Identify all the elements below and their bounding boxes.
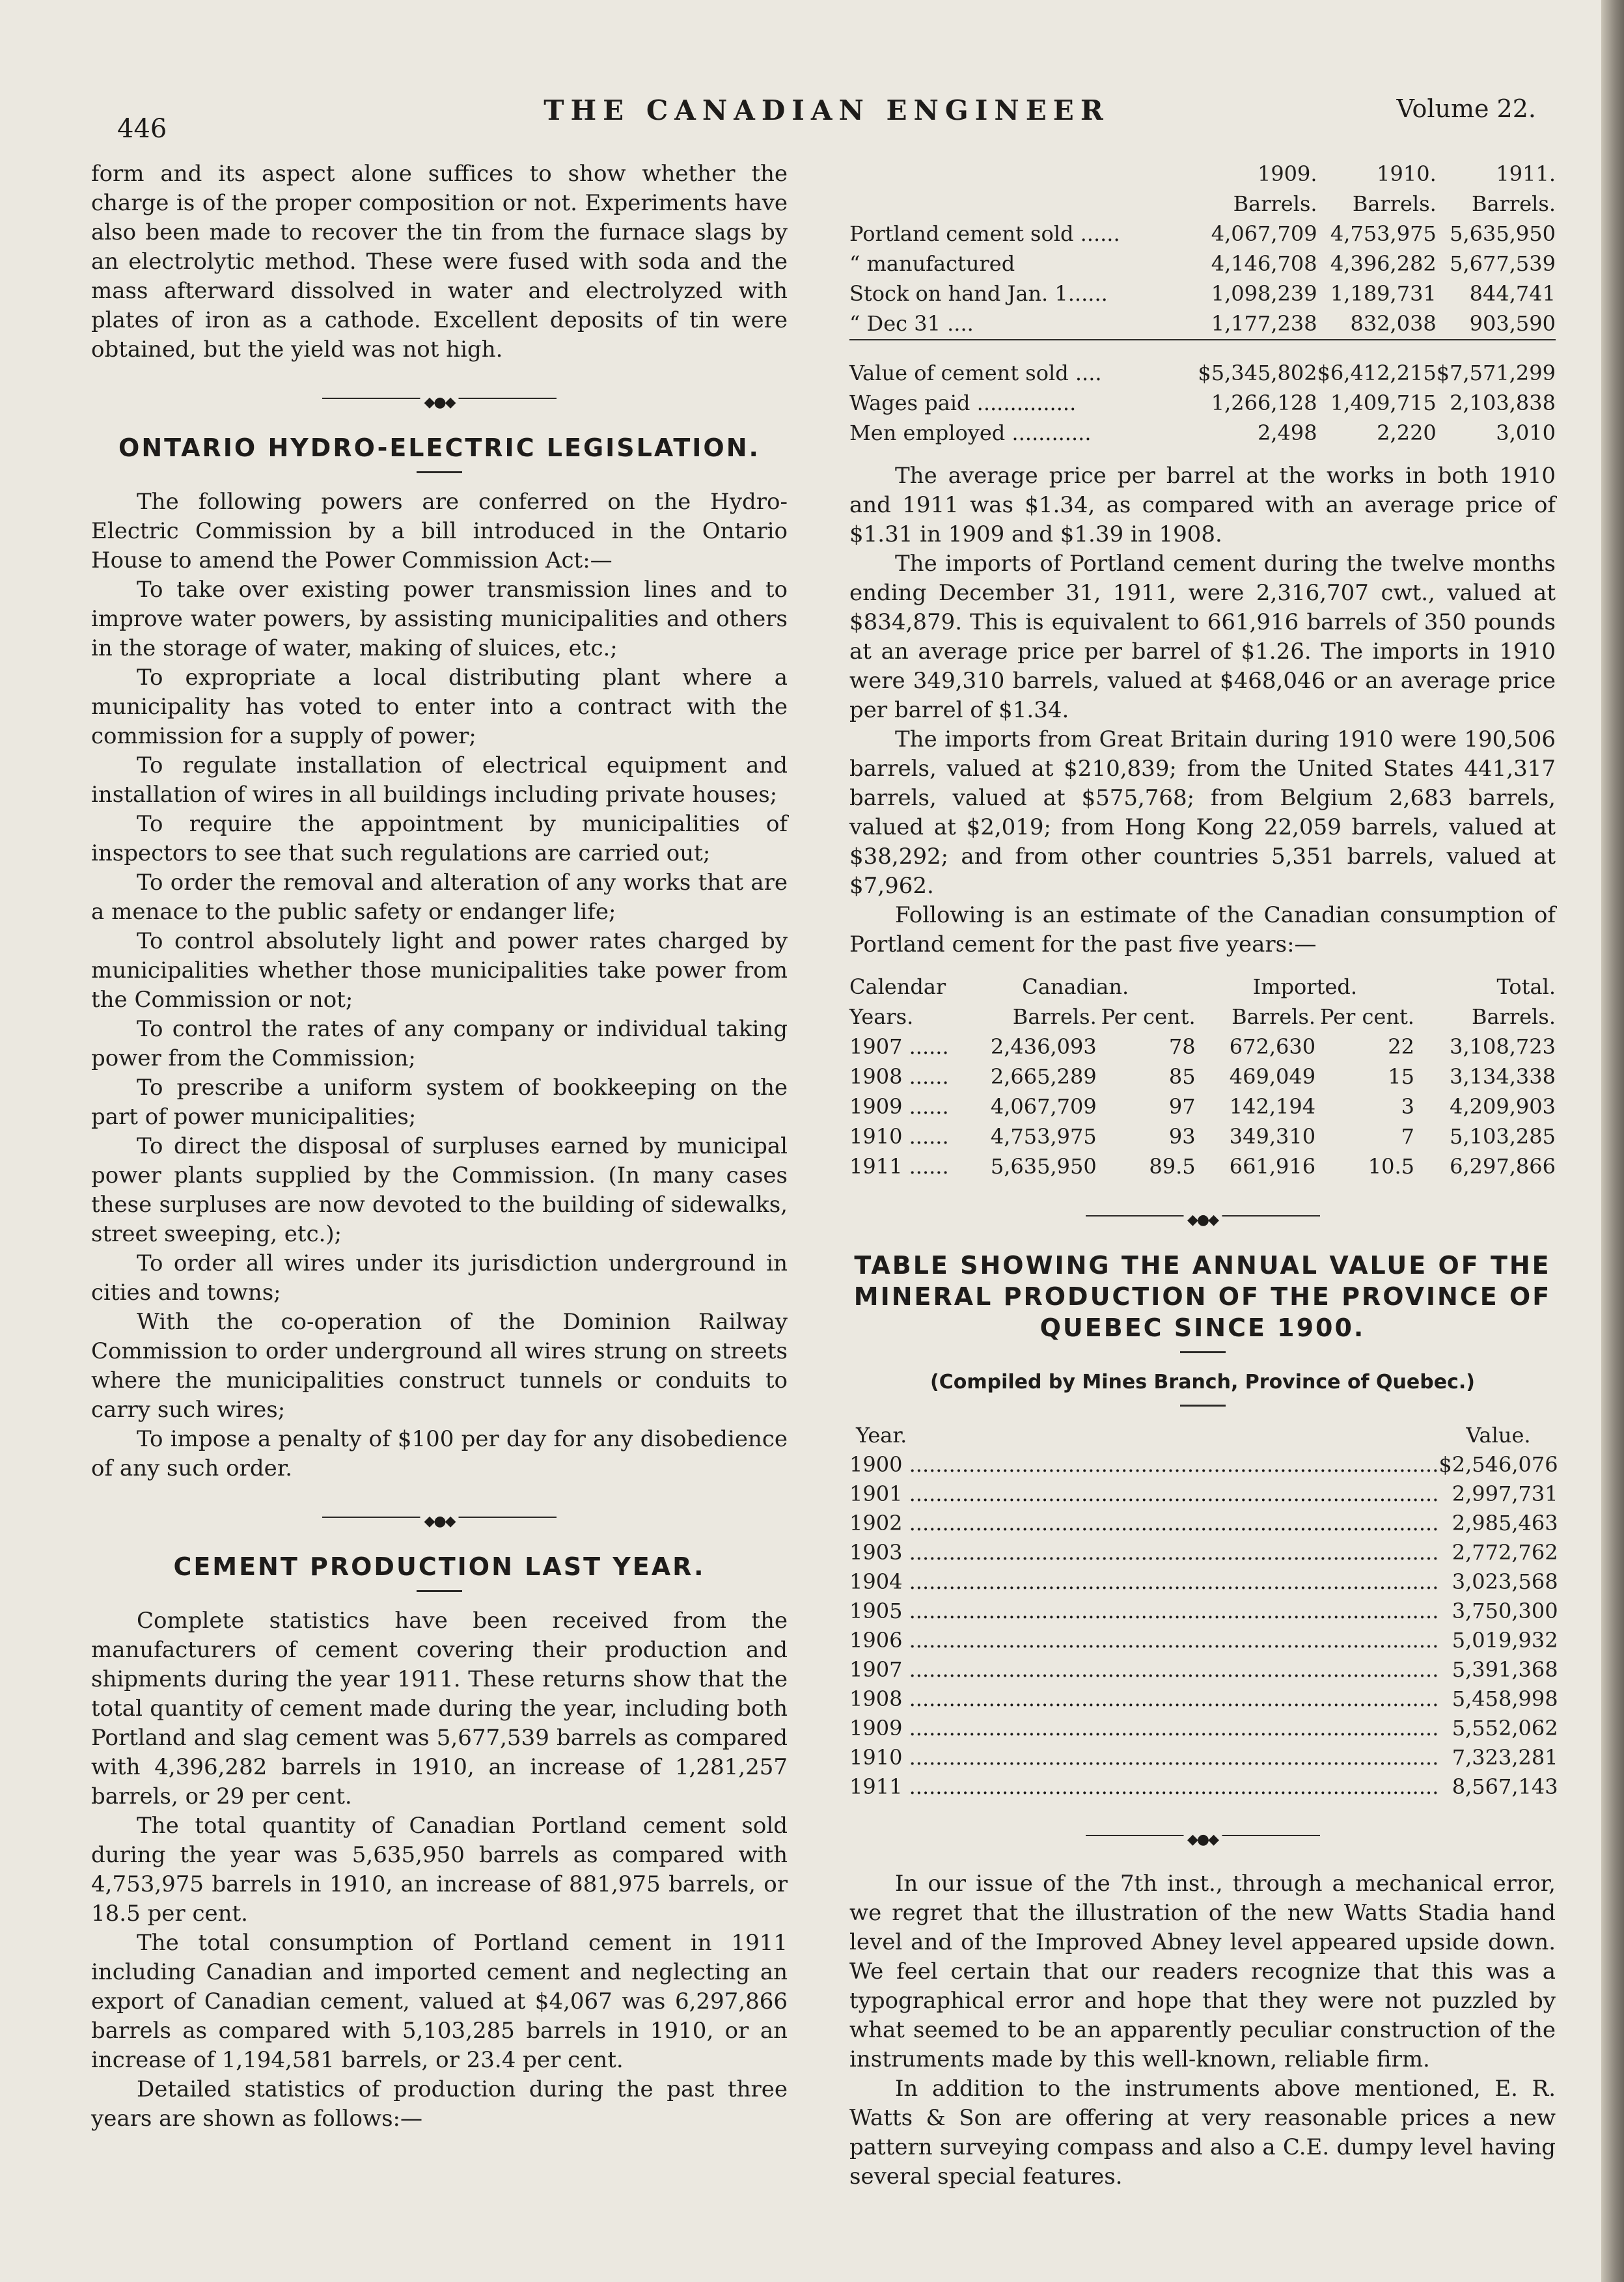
cement-paragraph: The total consumption of Portland cement in 1911 including Canadian and imported cement and neglecting an export of Canadian cement, valued at $4,067 was 6,297,866 barrels as compared with 5,103,285 barrels in 1910, or an increase of 1,194,581 barrels, or 23.4 per cent. (91, 1930, 788, 2073)
col-header: Per cent. (1101, 1004, 1196, 1029)
notice-paragraph: In our issue of the 7th inst., through a mechanical error, we regret that the illustration of the new Watts Stadia hand level and of the Improved Abney level appeared upside down. We feel certain that our readers recognize that this was a typographical error and hope that they were not puzzled by what seemed to be an apparently peculiar construction of the instruments made by this well-known, reliable firm. (849, 1871, 1556, 2072)
value-cell: 5,391,368 (1452, 1657, 1558, 1682)
stats-unit-row (849, 189, 1556, 219)
year-cell (849, 1479, 1438, 1509)
col-header: Total. (1496, 974, 1556, 999)
year-text: 1911 (849, 1774, 903, 1799)
table-cell: 1911 ...... (849, 1154, 949, 1179)
col-header: Imported. (1252, 974, 1358, 999)
table-cell: 7 (1401, 1124, 1414, 1149)
year-text: 1907 (849, 1657, 903, 1682)
power-item: With the co-operation of the Dominion Railway Commission to order underground all wires strung on streets where the municipalities construct tunnels or conduits to carry such wires; (91, 1309, 788, 1423)
dot-leader: ................................................................................ (902, 1716, 1439, 1740)
cement-paragraph: Complete statistics have been received from the manufacturers of cement covering their production and shipments during the year 1911. These returns show that the total quantity of cement made during the year, including both Portland and slag cement was 5,677,539 barrels as compared with 4,396,282 barrels in 1910, an increase of 1,281,257 barrels, or 29 per cent. (91, 1608, 788, 1809)
table-cell: 5,635,950 (990, 1154, 1097, 1179)
right-paragraph: The average price per barrel at the works in both 1910 and 1911 was $1.34, as compared with an average price of $1.31 in 1909 and $1.39 in 1908. (849, 463, 1556, 547)
heading-rule (417, 471, 462, 473)
table-row (849, 309, 1556, 340)
consumption-subhead-row (849, 1002, 1556, 1032)
table-row (849, 1772, 1558, 1802)
table-row (849, 219, 1556, 249)
ontario-lead: The following powers are conferred on the Hydro-Electric Commission by a bill introduced in the Ontario House to amend the Power Commission Act:— (91, 489, 788, 573)
table-rule (849, 340, 1556, 359)
col-header: Year. (856, 1423, 907, 1448)
table-cell: 4,396,282 (1330, 251, 1437, 276)
table-row (849, 1479, 1558, 1509)
table-row (849, 249, 1556, 279)
right-column (849, 159, 1556, 2192)
year-cell (849, 1743, 1438, 1772)
power-item: To order all wires under its jurisdiction underground in cities and towns; (91, 1250, 788, 1306)
notice-paragraphs (849, 1869, 1556, 2192)
dot-leader: ................................................................................ (902, 1745, 1439, 1770)
page-header (117, 88, 1536, 144)
year-cell (849, 1684, 1438, 1714)
table-cell: 2,665,289 (990, 1064, 1097, 1089)
unit-header: Barrels. (1472, 191, 1556, 216)
dot-leader: ................................................................................ (902, 1540, 1439, 1565)
value-cell: 5,019,932 (1452, 1628, 1558, 1653)
year-text: 1908 (849, 1686, 903, 1711)
dot-leader: ................................................................................ (902, 1599, 1439, 1623)
unit-header: Barrels. (1352, 191, 1437, 216)
table-cell: 832,038 (1350, 311, 1437, 336)
table-cell: 661,916 (1229, 1154, 1316, 1179)
year-cell (849, 1567, 1438, 1597)
table-row (849, 1450, 1558, 1479)
year-header: 1910. (1377, 161, 1437, 186)
col-header: Barrels. (1012, 1004, 1097, 1029)
unit-header: Barrels. (1233, 191, 1317, 216)
value-cell: 5,458,998 (1452, 1686, 1558, 1711)
year-cell (849, 1538, 1438, 1567)
row-label: “ Dec 31 .... (849, 311, 974, 336)
table-row (849, 1597, 1558, 1626)
year-cell (849, 1450, 1438, 1479)
quebec-heading: TABLE SHOWING THE ANNUAL VALUE OF THE MINERAL PRODUCTION OF THE PROVINCE OF QUEBEC SINCE 1900. (853, 1251, 1552, 1342)
table-cell: 672,630 (1229, 1034, 1316, 1059)
row-label: Portland cement sold ...... (849, 221, 1120, 246)
cement-paragraphs (91, 1606, 788, 2134)
compiled-note: (Compiled by Mines Branch, Province of Quebec.) (930, 1371, 1475, 1394)
table-cell: 22 (1388, 1034, 1414, 1059)
table-row (849, 1122, 1556, 1152)
table-row (849, 1626, 1558, 1655)
right-paragraph: The imports from Great Britain during 1910 were 190,506 barrels, valued at $210,839; from the United States 441,317 barrels, valued at $575,768; from Belgium 2,683 barrels, valued at $2,019; from Hong Kong 22,059 barrels, valued at $38,292; and from other countries 5,351 barrels, valued at $7,962. (849, 726, 1556, 899)
power-item: To order the removal and alteration of any works that are a menace to the public safety or endanger life; (91, 870, 788, 925)
table-row (849, 1032, 1556, 1062)
table-cell: 1,098,239 (1211, 281, 1317, 306)
consumption-head-row (849, 972, 1556, 1002)
table-row (849, 359, 1556, 389)
value-cell: 2,997,731 (1452, 1481, 1558, 1506)
col-header: Barrels. (1232, 1004, 1316, 1029)
right-paragraph: Following is an estimate of the Canadian consumption of Portland cement for the past five years:— (849, 902, 1556, 957)
page-edge (1601, 0, 1624, 2282)
table-cell: 142,194 (1229, 1094, 1316, 1119)
page-number: 446 (117, 114, 167, 144)
table-cell: 4,067,709 (990, 1094, 1097, 1119)
table-row (849, 1152, 1556, 1182)
year-cell (849, 1714, 1438, 1743)
year-header: 1911. (1496, 161, 1556, 186)
table-cell: $5,345,802 (1198, 361, 1317, 385)
year-cell (849, 1509, 1438, 1538)
value-cell: 2,985,463 (1452, 1511, 1558, 1535)
table-cell: 4,067,709 (1211, 221, 1317, 246)
power-item: To impose a penalty of $100 per day for any disobedience of any such order. (91, 1426, 788, 1481)
ontario-heading: ONTARIO HYDRO-ELECTRIC LEGISLATION. (118, 433, 760, 462)
row-label: Value of cement sold .... (849, 361, 1102, 385)
table-row (849, 1092, 1556, 1122)
table-cell: 78 (1168, 1034, 1196, 1059)
value-cell: 5,552,062 (1452, 1716, 1558, 1740)
table-cell: 2,103,838 (1450, 391, 1556, 415)
table-cell: 844,741 (1469, 281, 1556, 306)
table-cell: 5,677,539 (1450, 251, 1556, 276)
quebec-head-row (849, 1421, 1558, 1450)
table-cell: 3 (1401, 1094, 1414, 1119)
cement-heading: CEMENT PRODUCTION LAST YEAR. (173, 1552, 706, 1581)
row-label: Men employed ............ (849, 420, 1092, 445)
ornament-divider (322, 1511, 557, 1524)
col-header: Barrels. (1472, 1004, 1556, 1029)
col-header: Years. (849, 1004, 914, 1029)
power-item: To take over existing power transmission lines and to improve water powers, by assisting municipalities and others in the storage of water, making of sluices, etc.; (91, 577, 788, 661)
volume-label: Volume 22. (1396, 94, 1536, 123)
ornament-divider (1086, 1829, 1320, 1842)
dot-leader: ................................................................................ (902, 1569, 1439, 1594)
left-column (91, 159, 788, 2134)
notice-paragraph: In addition to the instruments above mentioned, E. R. Watts & Son are offering at very reasonable prices a new pattern surveying compass and also a C.E. dumpy level having several special features. (849, 2076, 1556, 2190)
table-row (849, 1684, 1558, 1714)
year-text: 1909 (849, 1716, 903, 1740)
heading-rule (1180, 1405, 1226, 1407)
year-text: 1900 (849, 1452, 903, 1477)
table-row (849, 1567, 1558, 1597)
table-cell: 15 (1388, 1064, 1414, 1089)
table-cell: 85 (1168, 1064, 1196, 1089)
value-cell: 3,750,300 (1452, 1599, 1558, 1623)
row-label: Stock on hand Jan. 1...... (849, 281, 1108, 306)
table-cell: 903,590 (1469, 311, 1556, 336)
table-cell: 1,177,238 (1211, 311, 1317, 336)
table-cell: 4,146,708 (1211, 251, 1317, 276)
col-header: Calendar (849, 974, 946, 999)
table-cell: 3,134,338 (1450, 1064, 1556, 1089)
col-header: Canadian. (1022, 974, 1129, 999)
table-cell: 469,049 (1229, 1064, 1316, 1089)
year-cell (849, 1772, 1438, 1802)
year-text: 1910 (849, 1745, 903, 1770)
table-row (849, 419, 1556, 448)
value-cell: $2,546,076 (1438, 1452, 1558, 1477)
table-cell: 1,266,128 (1211, 391, 1317, 415)
stats-year-row (849, 159, 1556, 189)
value-cell: 3,023,568 (1452, 1569, 1558, 1594)
dot-leader: ................................................................................ (902, 1452, 1439, 1477)
cement-paragraph: The total quantity of Canadian Portland cement sold during the year was 5,635,950 barrels as compared with 4,753,975 barrels in 1910, an increase of 881,975 barrels, or 18.5 per cent. (91, 1813, 788, 1927)
table-row (849, 1509, 1558, 1538)
power-item: To control the rates of any company or individual taking power from the Commission; (91, 1016, 788, 1071)
intro-paragraph: form and its aspect alone suffices to show whether the charge is of the proper composition or not. Experiments have also been made to recover the tin from the furnace slags by an electrolytic method. These were fused with soda and the mass afterward dissolved in water and electrolyzed with plates of iron as a cathode. Excellent deposits of tin were obtained, but the yield was not high. (91, 161, 788, 363)
table-cell: 89.5 (1149, 1154, 1196, 1179)
production-stats-table (849, 159, 1556, 448)
value-cell: 2,772,762 (1452, 1540, 1558, 1565)
year-text: 1902 (849, 1511, 903, 1535)
table-cell: 349,310 (1229, 1124, 1316, 1149)
table-row (849, 279, 1556, 309)
table-row (849, 1538, 1558, 1567)
table-cell: 2,220 (1377, 420, 1437, 445)
table-cell: 1910 ...... (849, 1124, 949, 1149)
table-cell: $6,412,215 (1317, 361, 1437, 385)
heading-rule (417, 1590, 462, 1592)
table-cell: 97 (1168, 1094, 1196, 1119)
dot-leader: ................................................................................ (902, 1686, 1439, 1711)
value-cell: 7,323,281 (1452, 1745, 1558, 1770)
table-cell: 4,753,975 (990, 1124, 1097, 1149)
row-label: “ manufactured (849, 251, 1015, 276)
year-text: 1905 (849, 1599, 903, 1623)
dot-leader: ................................................................................ (902, 1481, 1439, 1506)
year-header: 1909. (1257, 161, 1317, 186)
table-row (849, 1062, 1556, 1092)
powers-list (91, 575, 788, 1483)
year-text: 1903 (849, 1540, 903, 1565)
dot-leader: ................................................................................ (902, 1657, 1439, 1682)
table-cell: 1,409,715 (1330, 391, 1437, 415)
power-item: To control absolutely light and power rates charged by municipalities whether those municipalities take power from the Commission or not; (91, 928, 788, 1013)
year-cell (849, 1626, 1438, 1655)
table-cell: 93 (1168, 1124, 1196, 1149)
ornament-divider (322, 392, 557, 405)
col-header: Per cent. (1319, 1004, 1414, 1029)
cement-paragraph: Detailed statistics of production during the past three years are shown as follows:— (91, 2076, 788, 2132)
quebec-value-table (849, 1421, 1558, 1802)
table-cell: 1908 ...... (849, 1064, 949, 1089)
table-cell: 4,209,903 (1450, 1094, 1556, 1119)
table-cell: 2,436,093 (990, 1034, 1097, 1059)
ornament-divider (1086, 1209, 1320, 1222)
year-text: 1904 (849, 1569, 903, 1594)
year-text: 1901 (849, 1481, 903, 1506)
value-cell: 8,567,143 (1452, 1774, 1558, 1799)
power-item: To require the appointment by municipalities of inspectors to see that such regulations are carried out; (91, 811, 788, 866)
dot-leader: ................................................................................ (902, 1511, 1439, 1535)
dot-leader: ................................................................................ (902, 1774, 1439, 1799)
table-cell: 1907 ...... (849, 1034, 949, 1059)
table-row (849, 1655, 1558, 1684)
table-cell: 4,753,975 (1330, 221, 1437, 246)
journal-title: THE CANADIAN ENGINEER (544, 94, 1110, 126)
power-item: To regulate installation of electrical equipment and installation of wires in all buildings including private houses; (91, 752, 788, 808)
table-cell: $7,571,299 (1436, 361, 1556, 385)
table-cell: 3,010 (1496, 420, 1556, 445)
col-header: Value. (1466, 1423, 1531, 1448)
row-label: Wages paid ............... (849, 391, 1077, 415)
table-cell: 2,498 (1257, 420, 1317, 445)
table-row (849, 1743, 1558, 1772)
year-text: 1906 (849, 1628, 903, 1653)
right-paragraph: The imports of Portland cement during the twelve months ending December 31, 1911, were 2,316,707 cwt., valued at $834,879. This is equivalent to 661,916 barrels of 350 pounds at an average price per barrel of $1.26. The imports in 1910 were 349,310 barrels, valued at $468,046 or an average price per barrel of $1.34. (849, 551, 1556, 723)
right-paragraphs (849, 461, 1556, 959)
table-row (849, 1714, 1558, 1743)
year-cell (849, 1655, 1438, 1684)
table-cell: 5,103,285 (1450, 1124, 1556, 1149)
year-cell (849, 1597, 1438, 1626)
table-cell: 3,108,723 (1450, 1034, 1556, 1059)
table-cell: 10.5 (1368, 1154, 1414, 1179)
power-item: To direct the disposal of surpluses earned by municipal power plants supplied by the Commission. (In many cases these surpluses are now devoted to the building of sidewalks, street sweeping, etc.); (91, 1133, 788, 1247)
power-item: To expropriate a local distributing plant where a municipality has voted to enter into a contract with the commission for a supply of power; (91, 665, 788, 749)
power-item: To prescribe a uniform system of bookkeeping on the part of power municipalities; (91, 1075, 788, 1130)
table-cell: 1,189,731 (1330, 281, 1437, 306)
consumption-table (849, 972, 1556, 1182)
table-cell: 5,635,950 (1450, 221, 1556, 246)
table-cell: 1909 ...... (849, 1094, 949, 1119)
heading-rule (1180, 1351, 1226, 1353)
table-row (849, 389, 1556, 419)
table-cell: 6,297,866 (1450, 1154, 1556, 1179)
dot-leader: ................................................................................ (902, 1628, 1439, 1653)
